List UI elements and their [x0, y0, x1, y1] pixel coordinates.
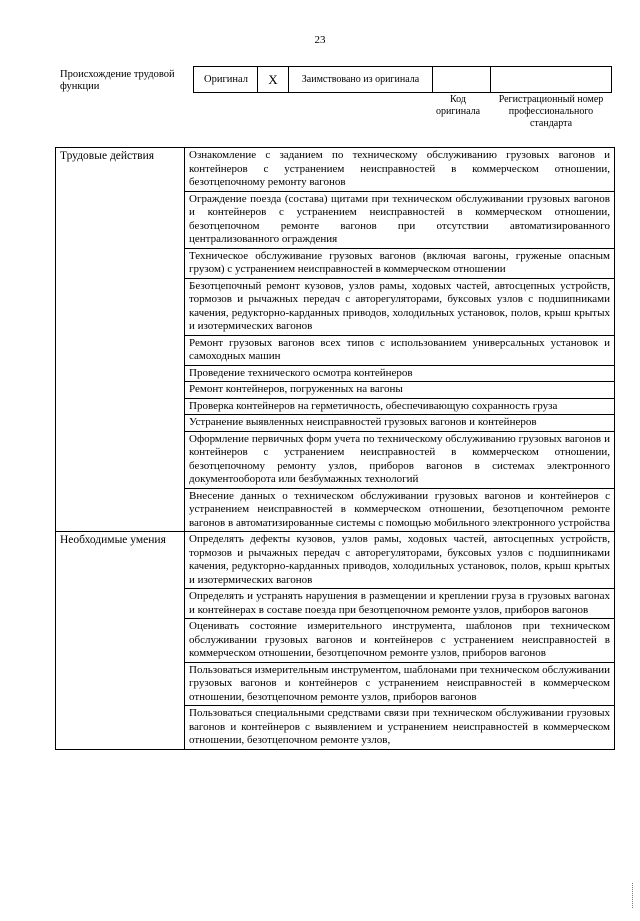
item-text: Безотцепочный ремонт кузовов, узлов рамы, ходовых частей, автосцепных устройств, тормозов и рычажных передач с авторегуляторами, буксовых узлов с подшипниками качения, редукторно-карданных приводов, холодильных установок, полов, крыш крытых и изотермических вагонов	[185, 278, 615, 335]
page-number: 23	[314, 34, 326, 46]
item-text: Пользоваться измерительным инструментом, шаблонами при техническом обслуживании грузовых вагонов и контейнеров с устранением неисправностей в коммерческом отношении, безотцепочном ремонте узлов, приборов вагонов	[185, 662, 615, 706]
origin-label: Происхождение трудовой функции	[60, 69, 175, 92]
item-text: Проверка контейнеров на герметичность, обеспечивающую сохранность груза	[185, 398, 615, 415]
item-text: Оформление первичных форм учета по техническому обслуживанию грузовых вагонов и контейнеров с устранением неисправностей в коммерческом отношении, безотцепочному ремонту узлов, приборов вагонов в системах электронного документооборота или безбумажных технологий	[185, 431, 615, 488]
item-text: Проведение технического осмотра контейнеров	[185, 365, 615, 382]
code-caption: Код оригинала	[435, 94, 481, 117]
item-text: Устранение выявленных неисправностей грузовых вагонов и контейнеров	[185, 415, 615, 432]
item-text: Внесение данных о техническом обслуживании грузовых вагонов и контейнеров с устранением неисправностей в коммерческом отношении, безотцепочном ремонте вагонов в автоматизированные системы с помощью мобильного электронного устройства	[185, 488, 615, 532]
item-text: Ознакомление с заданием по техническому обслуживанию грузовых вагонов и контейнеров с устранением неисправностей в коммерческом отношении, безотцепочному ремонту вагонов	[185, 148, 615, 192]
original-label: Оригинал	[194, 67, 258, 93]
item-text: Пользоваться специальными средствами связи при техническом обслуживании грузовых вагонов и контейнеров с выявлением и устранением неисправностей в коммерческом отношении, безотцепочном ремонте узлов,	[185, 706, 615, 750]
item-text: Определять и устранять нарушения в размещении и креплении груза в грузовых вагонах и контейнерах в составе поезда при безотцепочном ремонте узлов, приборов вагонов	[185, 589, 615, 619]
reg-caption: Регистрационный номер профессионального стандарта	[498, 94, 604, 129]
item-text: Оценивать состояние измерительного инструмента, шаблонов при техническом обслуживании грузовых вагонов и контейнеров с устранением неисправностей в коммерческом отношении, безотцепочном ремонте узлов, приборов вагонов	[185, 619, 615, 663]
code-cell	[433, 67, 491, 93]
item-text: Ремонт контейнеров, погруженных на вагоны	[185, 382, 615, 399]
margin-mark	[632, 883, 634, 908]
original-mark: X	[258, 67, 289, 93]
function-table	[55, 147, 615, 750]
item-text: Определять дефекты кузовов, узлов рамы, ходовых частей, автосцепных устройств, тормозов и рычажных передач с авторегуляторами, буксовых узлов с подшипниками качения, редукторно-карданных приводов, холодильных установок, полов, крыш крытых и изотермических вагонов	[185, 532, 615, 589]
table-row	[56, 532, 615, 589]
item-text: Техническое обслуживание грузовых вагонов (включая вагоны, груженые опасным грузом) с устранением неисправностей в коммерческом отношении	[185, 248, 615, 278]
table-row	[56, 148, 615, 192]
reg-number-cell	[491, 67, 612, 93]
item-text: Ограждение поезда (состава) щитами при техническом обслуживании грузовых вагонов и контейнеров с устранением неисправностей в коммерческом отношении, безотцепочном ремонте вагонов при отсутствии автоматизированного централизованного ограждения	[185, 191, 615, 248]
origin-table	[193, 66, 612, 93]
section-label: Трудовые действия	[56, 148, 185, 532]
item-text: Ремонт грузовых вагонов всех типов с использованием универсальных установок и самоходных машин	[185, 335, 615, 365]
borrowed-label: Заимствовано из оригинала	[289, 67, 433, 93]
section-label: Необходимые умения	[56, 532, 185, 750]
